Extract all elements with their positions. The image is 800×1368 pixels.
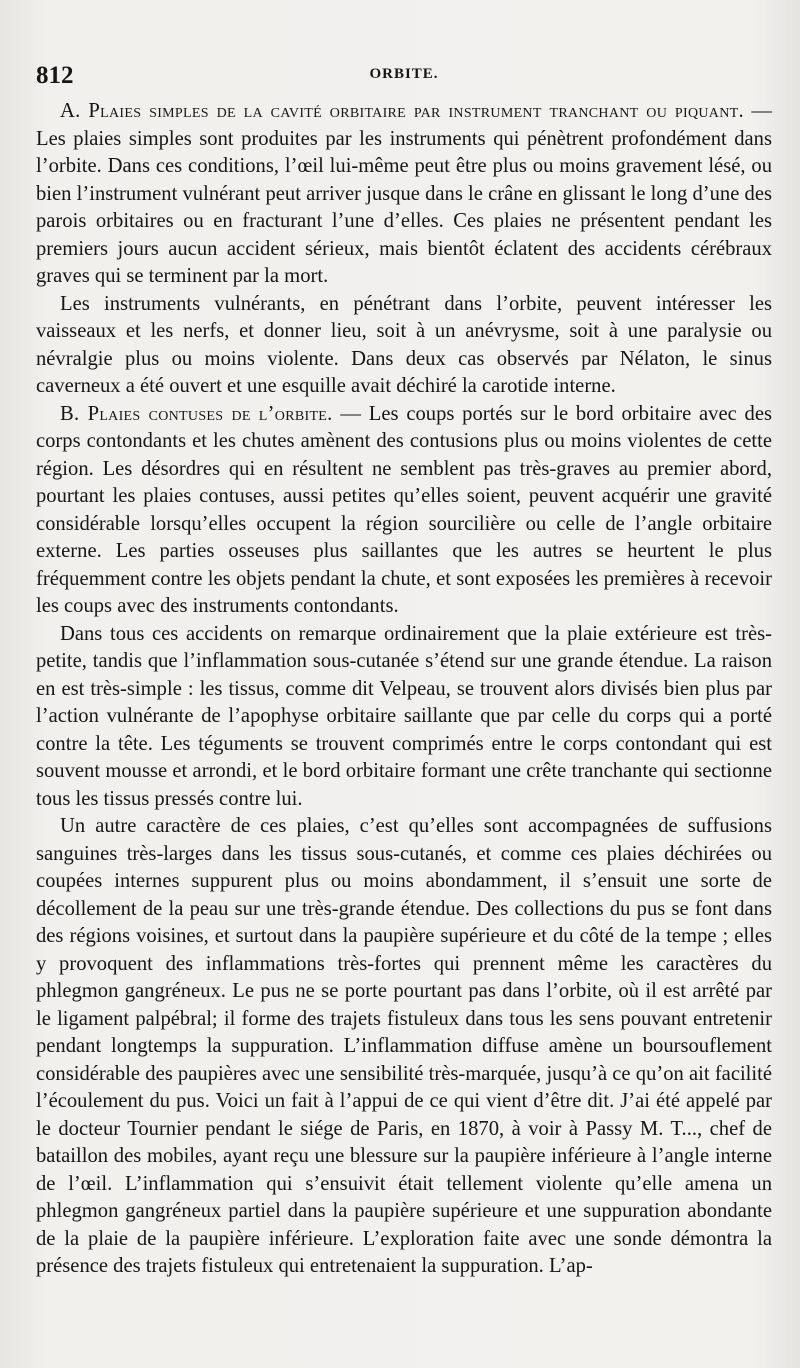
paragraph-text: Un autre caractère de ces plaies, c’est qu’elles sont accompagnées de suffusions sanguines très-larges dans les tissus sous-cutanés, et comme ces plaies déchirées ou coupées internes suppurent plus ou moins abondamment, il s’ensuit une sorte de décollement de la peau sur une très-grande étendue. Des collections du pus se font dans des régions voisines, et surtout dans la paupière supérieure et du côté de la tempe ; elles y provoquent des inflammations très-fortes qui prennent même les caractères du phlegmon gangréneux. Le pus ne se porte pourtant pas dans l’orbite, où il est arrêté par le ligament palpébral; il forme des trajets fistuleux dans tous les sens pouvant entretenir pendant longtemps la suppuration. L’inflammation diffuse amène un boursouflement considérable des paupières avec une sensibilité très-marquée, jusqu’à ce qu’on ait facilité l’écoulement du pus. Voici un fait à l’appui de ce qui vient d’être dit. J’ai été appelé par le docteur Tournier pendant le siége de Paris, en 1870, à voir à Passy M. T..., chef de bataillon des mobiles, ayant reçu une blessure sur la paupière inférieure à l’angle interne de l’œil. L’inflammation qui s’ensuivit était tellement violente qu’elle amena un phlegmon gangréneux partiel dans la paupière supérieure et une suppuration abondante de la plaie de la paupière inférieure. L’exploration faite avec une sonde démontra la présence des trajets fistuleux qui entretenaient la suppuration. L’ap- (36, 815, 772, 1277)
page-header (36, 58, 772, 98)
paragraph-plaies-simples (36, 98, 772, 291)
paragraph-autre-caractere (36, 813, 772, 1281)
section-heading-a: A. Plaies simples de la cavité orbitaire par instrument tranchant ou piquant. (60, 100, 744, 122)
section-heading-b: B. Plaies contuses de l’orbite. (60, 402, 333, 425)
body-text (36, 98, 772, 1281)
paragraph-text: Les instruments vulnérants, en pénétrant dans l’orbite, peuvent intéresser les vaisseaux et les nerfs, et donner lieu, soit à un anévrysme, soit à une paralysie ou névralgie plus ou moins violente. Dans deux cas observés par Nélaton, le sinus caverneux a été ouvert et une esquille avait déchiré la carotide interne. (36, 292, 772, 397)
paragraph-text: — Les plaies simples sont produites par les instruments qui pénètrent profondément dans l’orbite. Dans ces conditions, l’œil lui-même peut être plus ou moins gravement lésé, ou bien l’instrument vulnérant peut arriver jusque dans le crâne en glissant le long d’une des parois orbitaires ou en fracturant l’une d’elles. Ces plaies ne présentent pendant les premiers jours aucun accident sérieux, mais bientôt éclatent des accidents cérébraux graves qui se terminent par la mort. (36, 100, 772, 287)
paragraph-plaies-contuses (36, 401, 772, 621)
page-number: 812 (36, 62, 74, 89)
paragraph-text: — Les coups portés sur le bord orbitaire avec des corps contondants et les chutes amènent des contusions plus ou moins violentes de cette région. Les désordres qui en résultent ne semblent pas très-graves au premier abord, pourtant les plaies contuses, aussi petites qu’elles soient, peuvent acquérir une gravité considérable lorsqu’elles occupent la région sourcilière ou celle de l’angle orbitaire externe. Les parties osseuses plus saillantes que les autres se heurtent le plus fréquemment contre les objets pendant la chute, et sont exposées les premières à recevoir les coups avec des instruments contondants. (36, 402, 772, 617)
running-title: ORBITE. (369, 66, 439, 82)
paragraph-accidents (36, 621, 772, 814)
paragraph-text: Dans tous ces accidents on remarque ordinairement que la plaie extérieure est très-petite, tandis que l’inflammation sous-cutanée s’étend sur une grande étendue. La raison en est très-simple : les tissus, comme dit Velpeau, se trouvent alors divisés bien plus par l’action vulnérante de l’apophyse orbitaire saillante que par celle du corps qui a porté contre la tête. Les téguments se trouvent comprimés entre le corps contondant qui est souvent mousse et arrondi, et le bord orbitaire formant une crête tranchante qui sectionne tous les tissus pressés contre lui. (36, 622, 772, 810)
paragraph-instruments (36, 291, 772, 401)
